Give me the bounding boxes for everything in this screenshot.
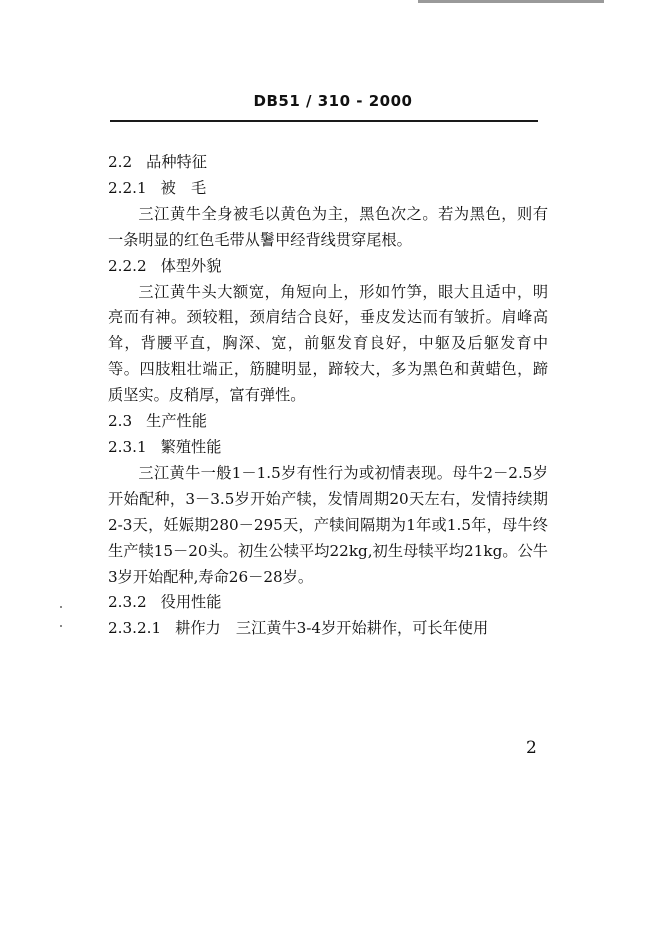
section-title: 生产性能	[146, 412, 207, 431]
section-number: 2.2.1	[108, 178, 147, 197]
header-rule	[110, 120, 538, 122]
section-number: 2.2	[108, 153, 133, 171]
section-heading	[108, 409, 548, 435]
section-title: 繁殖性能	[160, 437, 222, 456]
section-heading	[108, 176, 548, 202]
section-number: 2.3.2.1	[108, 619, 162, 638]
section-number: 2.2.2	[108, 256, 147, 275]
section-title: 耕作力 三江黄牛3-4岁开始耕作，可长年使用	[175, 619, 489, 638]
paragraph: 三江黄牛头大额宽，角短向上，形如竹笋，眼大且适中，明亮而有神。颈较粗，颈肩结合良好，垂皮发达而有皱折。肩峰高耸，背腰平直，胸深、宽，前躯发育良好，中躯及后躯发育中等。四肢粗壮端正，筋腱明显，蹄较大，多为黑色和黄蜡色，蹄质坚实。皮稍厚，富有弹性。	[108, 282, 548, 405]
section-heading	[108, 616, 548, 642]
scan-edge-line	[418, 0, 604, 3]
document-body	[108, 150, 548, 642]
section-title: 体型外貌	[160, 256, 222, 275]
section-title: 品种特征	[146, 153, 207, 171]
paragraph: 三江黄牛一般1－1.5岁有性行为或初情表现。母牛2－2.5岁开始配种，3－3.5岁开始产犊，发情周期20天左右，发情持续期2-3天，妊娠期280－295天，产犊间隔期为1年或1.5年，母牛终生产犊15－20头。初生公犊平均22kg,初生母犊平均21kg。公牛3岁开始配种,寿命26－28岁。	[108, 463, 548, 586]
section-title: 役用性能	[160, 593, 222, 612]
paragraph: 三江黄牛全身被毛以黄色为主，黑色次之。若为黑色，则有一条明显的红色毛带从鬐甲经背线贯穿尾根。	[108, 204, 548, 249]
section-title: 被 毛	[160, 178, 207, 197]
section-number: 2.3.2	[108, 593, 147, 612]
section-heading	[108, 590, 548, 616]
section-heading	[108, 435, 548, 461]
section-heading	[108, 150, 548, 176]
document-code: DB51 / 310 - 2000	[253, 92, 413, 110]
section-number: 2.3.1	[108, 437, 147, 456]
section-heading	[108, 254, 548, 280]
section-number: 2.3	[108, 412, 133, 431]
page-number: 2	[526, 738, 537, 758]
